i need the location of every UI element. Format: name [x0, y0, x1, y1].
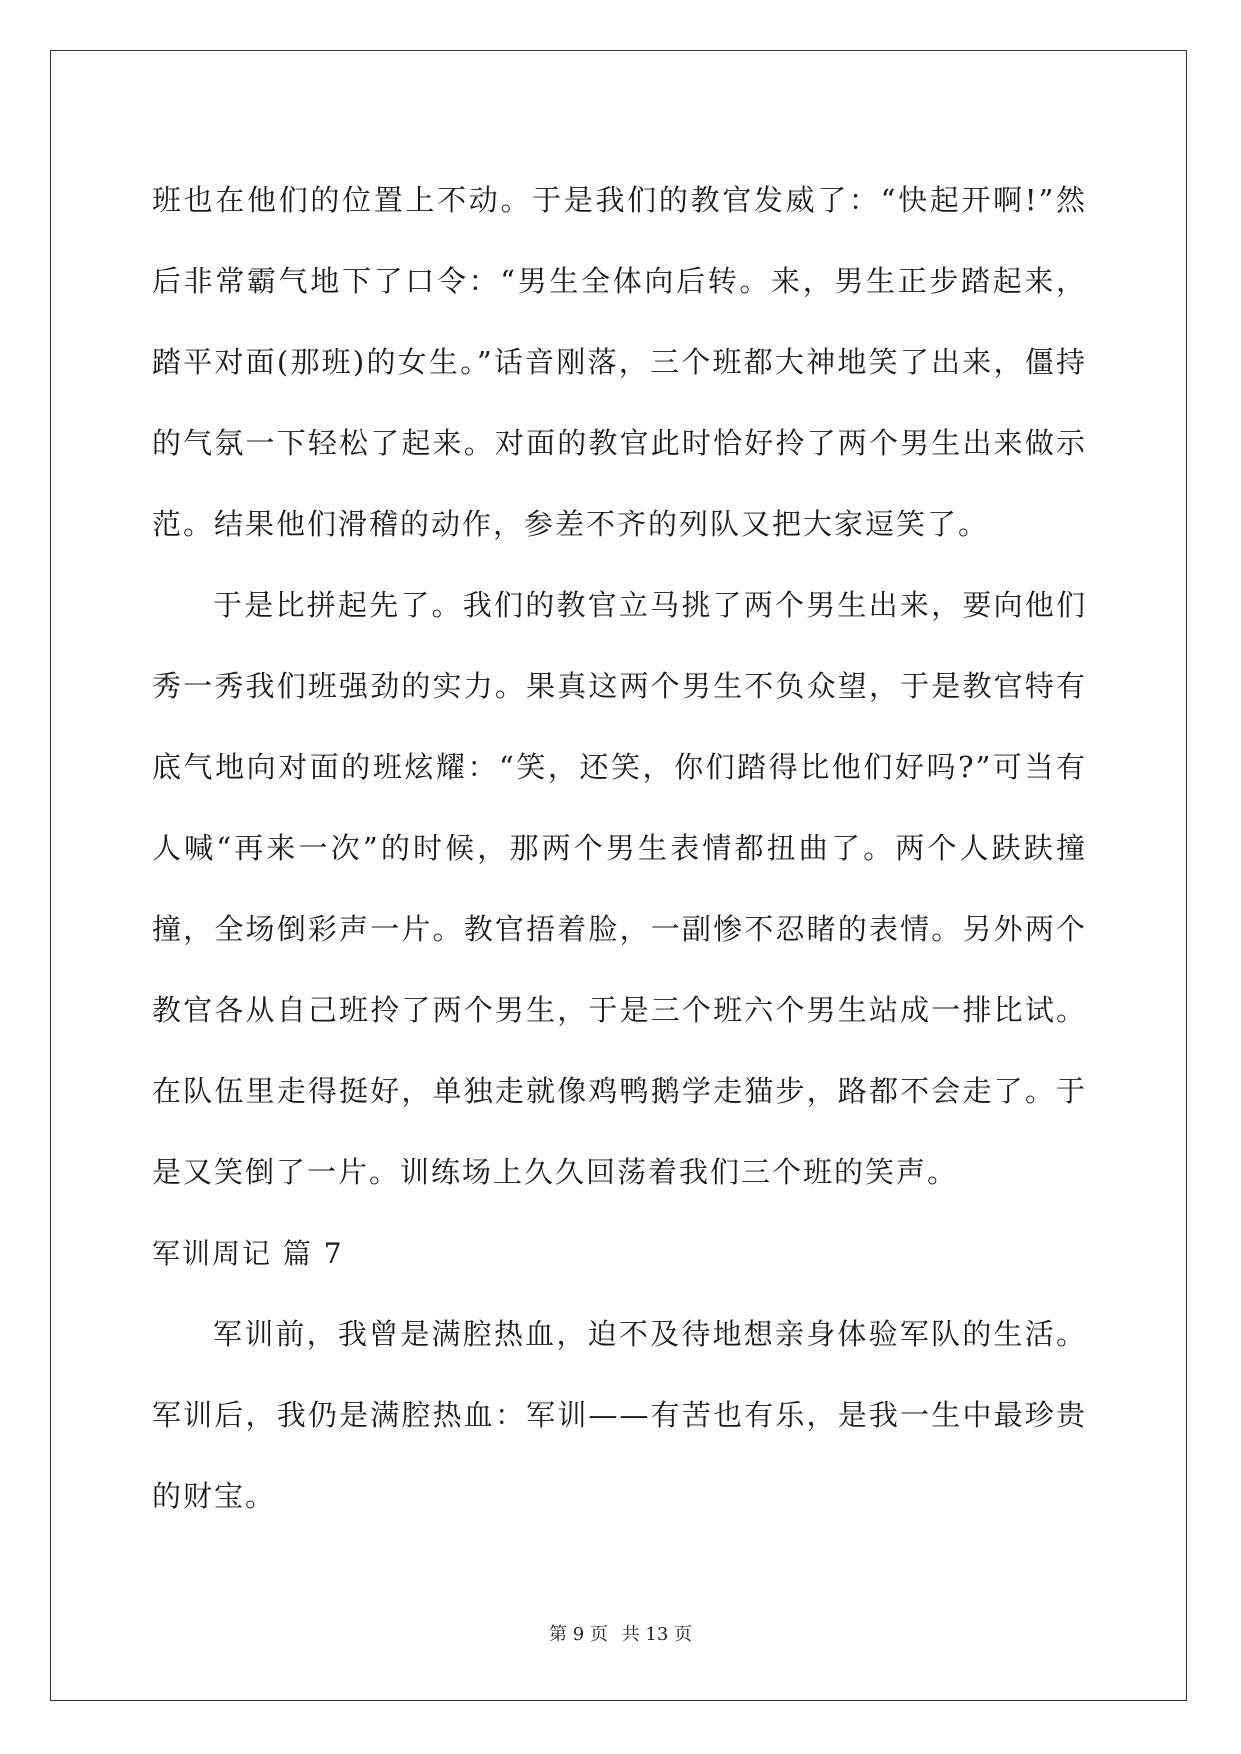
section-heading: 军训周记 篇 7 [152, 1237, 344, 1270]
document-body [152, 160, 1087, 1537]
page-total: 共 13 页 [621, 1624, 692, 1645]
page-footer [0, 1620, 1241, 1646]
paragraph-2: 于是比拼起先了。我们的教官立马挑了两个男生出来，要向他们秀一秀我们班强劲的实力。果真这两个男生不负众望，于是教官特有底气地向对面的班炫耀：“笑，还笑，你们踏得比他们好吗?”可当有人喊“再来一次”的时候，那两个男生表情都扭曲了。两个人趺趺撞撞，全场倒彩声一片。教官捂着脸，一副惨不忍睹的表情。另外两个教官各从自己班拎了两个男生，于是三个班六个男生站成一排比试。在队伍里走得挺好，单独走就像鸡鸭鹅学走猫步，路都不会走了。于是又笑倒了一片。训练场上久久回荡着我们三个班的笑声。 [152, 588, 1087, 1189]
paragraph-3: 军训前，我曾是满腔热血，迫不及待地想亲身体验军队的生活。军训后，我仍是满腔热血：军训——有苦也有乐，是我一生中最珍贵的财宝。 [152, 1317, 1087, 1513]
paragraph-1: 班也在他们的位置上不动。于是我们的教官发威了：“快起开啊!”然后非常霸气地下了口令：“男生全体向后转。来，男生正步踏起来，踏平对面(那班)的女生。”话音刚落，三个班都大神地笑了出来，僵持的气氛一下轻松了起来。对面的教官此时恰好拎了两个男生出来做示范。结果他们滑稽的动作，参差不齐的列队又把大家逗笑了。 [152, 183, 1087, 541]
page-number: 第 9 页 [549, 1624, 608, 1645]
